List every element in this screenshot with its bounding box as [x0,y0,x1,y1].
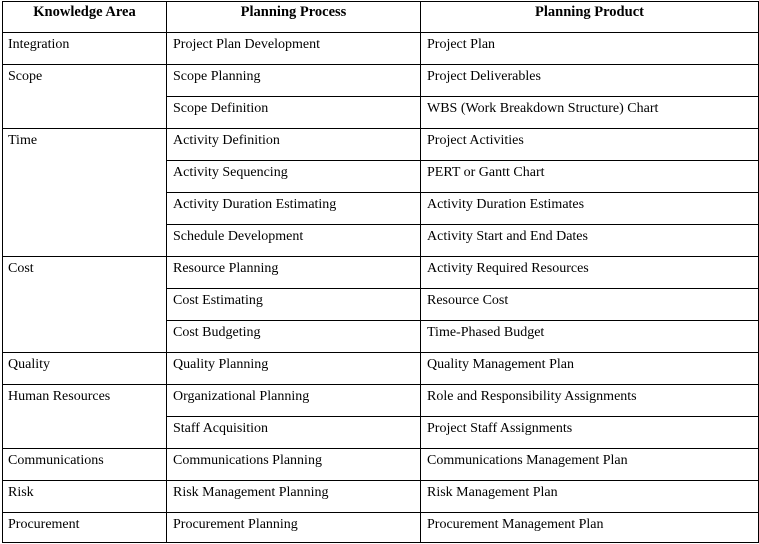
planning-product-cell: Resource Cost [421,289,759,321]
planning-product-cell: Activity Required Resources [421,257,759,289]
planning-product-cell: WBS (Work Breakdown Structure) Chart [421,97,759,129]
header-planning-product: Planning Product [421,2,759,33]
header-row [3,2,759,33]
planning-product-cell: Project Activities [421,129,759,161]
table-row [3,33,759,65]
knowledge-area-cell: Communications [3,449,167,481]
table-row [3,65,759,97]
planning-product-cell: Role and Responsibility Assignments [421,385,759,417]
table-row [3,385,759,417]
planning-product-cell: Project Plan [421,33,759,65]
planning-product-cell: PERT or Gantt Chart [421,161,759,193]
planning-product-cell: Activity Duration Estimates [421,193,759,225]
header-knowledge-area: Knowledge Area [3,2,167,33]
planning-product-cell: Project Staff Assignments [421,417,759,449]
knowledge-area-cell: Risk [3,481,167,513]
knowledge-area-cell: Procurement [3,513,167,543]
table-row [3,353,759,385]
planning-product-cell: Procurement Management Plan [421,513,759,543]
header-planning-process: Planning Process [167,2,421,33]
knowledge-area-cell: Scope [3,65,167,129]
planning-process-cell: Staff Acquisition [167,417,421,449]
knowledge-area-cell: Human Resources [3,385,167,449]
table-row [3,513,759,543]
planning-product-cell: Communications Management Plan [421,449,759,481]
table-row [3,129,759,161]
table-row [3,449,759,481]
knowledge-area-cell: Integration [3,33,167,65]
planning-product-cell: Project Deliverables [421,65,759,97]
planning-product-cell: Risk Management Plan [421,481,759,513]
planning-process-cell: Organizational Planning [167,385,421,417]
planning-product-cell: Activity Start and End Dates [421,225,759,257]
table-body [3,33,759,543]
planning-process-cell: Activity Duration Estimating [167,193,421,225]
planning-process-cell: Activity Sequencing [167,161,421,193]
planning-product-cell: Quality Management Plan [421,353,759,385]
knowledge-area-cell: Quality [3,353,167,385]
planning-process-cell: Resource Planning [167,257,421,289]
planning-process-cell: Cost Budgeting [167,321,421,353]
planning-process-cell: Procurement Planning [167,513,421,543]
planning-process-cell: Activity Definition [167,129,421,161]
table-row [3,257,759,289]
table-header [3,2,759,33]
planning-process-cell: Communications Planning [167,449,421,481]
planning-process-cell: Cost Estimating [167,289,421,321]
table-row [3,481,759,513]
knowledge-area-cell: Time [3,129,167,257]
planning-process-cell: Schedule Development [167,225,421,257]
planning-product-cell: Time-Phased Budget [421,321,759,353]
planning-process-cell: Scope Definition [167,97,421,129]
planning-process-cell: Quality Planning [167,353,421,385]
planning-table [2,1,759,543]
planning-process-cell: Project Plan Development [167,33,421,65]
planning-process-cell: Scope Planning [167,65,421,97]
planning-process-cell: Risk Management Planning [167,481,421,513]
knowledge-area-cell: Cost [3,257,167,353]
